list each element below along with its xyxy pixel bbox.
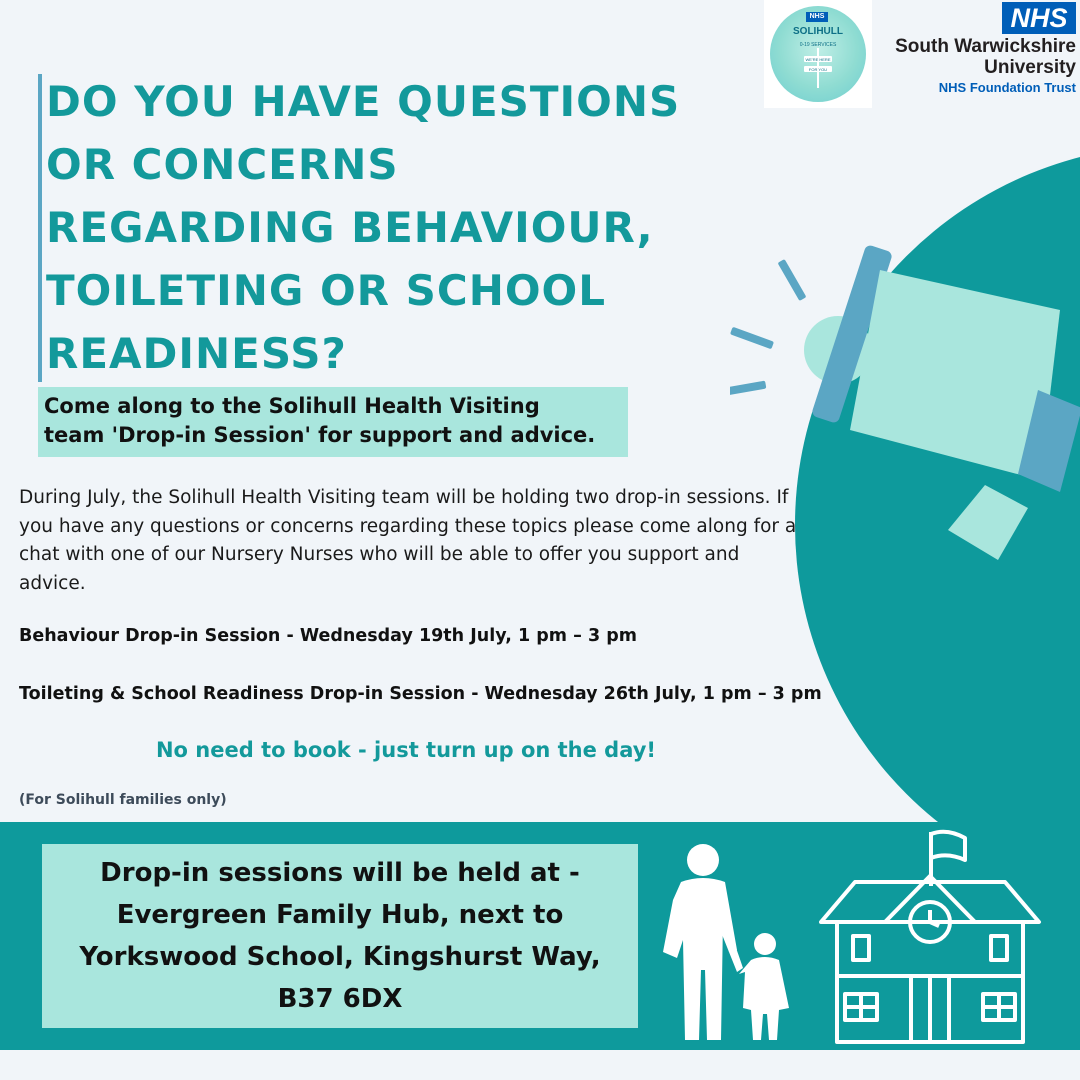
- intro-line2: team 'Drop-in Session' for support and advice.: [44, 423, 596, 447]
- nhs-logo: NHS: [1002, 2, 1076, 34]
- trust-name-line1: South Warwickshire: [895, 36, 1076, 57]
- intro-line1: Come along to the Solihull Health Visiting: [44, 394, 540, 418]
- sign-bottom-text: FOR YOU: [808, 67, 828, 72]
- parent-child-silhouette-icon: [655, 840, 805, 1045]
- session-toileting: Toileting & School Readiness Drop-in Session - Wednesday 26th July, 1 pm – 3 pm: [19, 684, 822, 704]
- headline-line: OR CONCERNS: [46, 140, 399, 189]
- headline-line: TOILETING OR SCHOOL: [46, 266, 607, 315]
- trust-name: [895, 36, 1076, 78]
- intro-callout: [38, 387, 628, 457]
- logo-name: SOLIHULL: [793, 26, 843, 37]
- solihull-0-19-logo: [764, 0, 872, 108]
- location-callout: [42, 844, 638, 1028]
- sign-top-text: WE'RE HERE: [805, 57, 831, 62]
- trust-subtitle: NHS Foundation Trust: [938, 80, 1076, 95]
- headline-line: READINESS?: [46, 329, 347, 378]
- headline-line: DO YOU HAVE QUESTIONS: [46, 77, 681, 126]
- headline-accent-bar: [38, 74, 42, 382]
- families-only-note: (For Solihull families only): [19, 792, 227, 808]
- page-headline: [46, 70, 766, 385]
- school-building-icon: [815, 826, 1045, 1046]
- body-paragraph: During July, the Solihull Health Visiting team will be holding two drop-in sessions. If you have any questions or concerns regarding these topics please come along for a chat with one of our Nursery Nurses who will be able to offer you support and advice.: [19, 487, 797, 594]
- logo-subtitle: 0-19 SERVICES: [799, 42, 837, 48]
- trust-name-line2: University: [984, 57, 1076, 78]
- headline-line: REGARDING BEHAVIOUR,: [46, 203, 654, 252]
- session-behaviour: Behaviour Drop-in Session - Wednesday 19th July, 1 pm – 3 pm: [19, 626, 637, 646]
- logo-nhs-mark: NHS: [806, 12, 828, 22]
- no-booking-note: No need to book - just turn up on the day!: [155, 738, 656, 762]
- location-text: Drop-in sessions will be held at - Evergreen Family Hub, next to Yorkswood School, Kingshurst Way, B37 6DX: [79, 858, 601, 1014]
